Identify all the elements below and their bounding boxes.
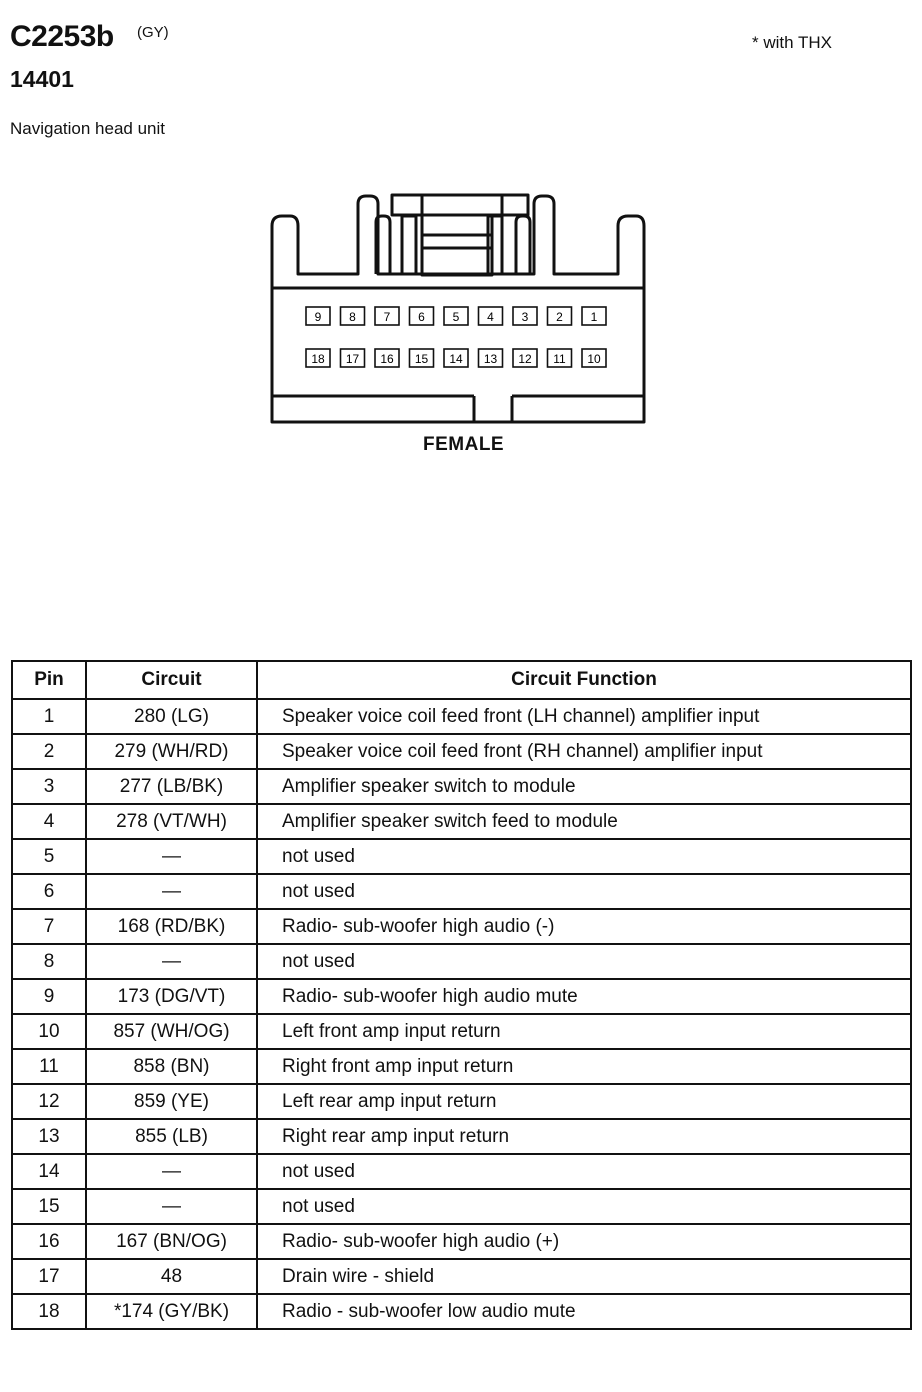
cell-pin: 4 xyxy=(12,804,86,839)
connector-description: Navigation head unit xyxy=(10,119,166,138)
cell-circuit: 278 (VT/WH) xyxy=(86,804,257,839)
cell-circuit-function: Drain wire - shield xyxy=(257,1259,911,1294)
table-row xyxy=(12,1154,911,1189)
pin-number: 3 xyxy=(521,310,529,324)
pin-cavity xyxy=(375,349,399,367)
cell-pin: 14 xyxy=(12,1154,86,1189)
pin-cavity xyxy=(444,307,468,325)
cell-circuit: — xyxy=(86,1189,257,1224)
pin-number: 5 xyxy=(452,310,460,324)
cell-circuit-function: Speaker voice coil feed front (RH channel) amplifier input xyxy=(257,734,911,769)
cell-circuit: — xyxy=(86,944,257,979)
pin-cavity xyxy=(582,307,606,325)
table-row xyxy=(12,1049,911,1084)
pin-cavity xyxy=(306,307,330,325)
cell-circuit-function: not used xyxy=(257,1189,911,1224)
pin-number: 15 xyxy=(414,352,429,366)
cell-pin: 2 xyxy=(12,734,86,769)
pin-number: 14 xyxy=(449,352,463,366)
table-header-row xyxy=(12,661,911,699)
cell-circuit: 855 (LB) xyxy=(86,1119,257,1154)
pin-number: 7 xyxy=(383,310,391,324)
cell-circuit: — xyxy=(86,839,257,874)
pin-number: 9 xyxy=(314,310,322,324)
pin-number: 4 xyxy=(487,310,494,324)
pin-number: 1 xyxy=(590,310,598,324)
cell-circuit: 858 (BN) xyxy=(86,1049,257,1084)
cell-pin: 7 xyxy=(12,909,86,944)
header-circuit-function: Circuit Function xyxy=(257,661,911,699)
cell-circuit-function: Right rear amp input return xyxy=(257,1119,911,1154)
cell-circuit-function: Radio - sub-woofer low audio mute xyxy=(257,1294,911,1329)
cell-pin: 3 xyxy=(12,769,86,804)
cell-circuit-function: Radio- sub-woofer high audio (+) xyxy=(257,1224,911,1259)
pin-cavity xyxy=(582,349,606,367)
cell-circuit-function: Left rear amp input return xyxy=(257,1084,911,1119)
cell-circuit: 167 (BN/OG) xyxy=(86,1224,257,1259)
pin-number: 18 xyxy=(311,352,325,366)
cell-pin: 8 xyxy=(12,944,86,979)
cell-circuit-function: Radio- sub-woofer high audio (-) xyxy=(257,909,911,944)
connector-pin-grid xyxy=(306,307,606,367)
cell-circuit-function: Speaker voice coil feed front (LH channel) amplifier input xyxy=(257,699,911,734)
table-row xyxy=(12,1119,911,1154)
cell-circuit-function: not used xyxy=(257,944,911,979)
pin-cavity xyxy=(444,349,468,367)
cell-pin: 15 xyxy=(12,1189,86,1224)
cell-circuit-function: Radio- sub-woofer high audio mute xyxy=(257,979,911,1014)
pin-cavity xyxy=(341,307,365,325)
header-circuit: Circuit xyxy=(86,661,257,699)
cell-pin: 16 xyxy=(12,1224,86,1259)
cell-circuit: 173 (DG/VT) xyxy=(86,979,257,1014)
pinout-table xyxy=(11,660,912,1330)
pin-cavity xyxy=(341,349,365,367)
cell-circuit-function: Left front amp input return xyxy=(257,1014,911,1049)
connector-id: C2253b xyxy=(10,20,114,53)
pin-number: 13 xyxy=(483,352,498,366)
pin-cavity xyxy=(513,349,537,367)
pin-cavity xyxy=(513,307,537,325)
table-row xyxy=(12,839,911,874)
table-row xyxy=(12,944,911,979)
header-pin: Pin xyxy=(12,661,86,699)
cell-circuit: 279 (WH/RD) xyxy=(86,734,257,769)
cell-circuit: 857 (WH/OG) xyxy=(86,1014,257,1049)
pin-number: 6 xyxy=(418,310,425,324)
thx-note: * with THX xyxy=(752,33,832,52)
cell-circuit: *174 (GY/BK) xyxy=(86,1294,257,1329)
cell-pin: 11 xyxy=(12,1049,86,1084)
table-row xyxy=(12,699,911,734)
pin-cavity xyxy=(410,349,434,367)
cell-pin: 1 xyxy=(12,699,86,734)
pin-cavity xyxy=(306,349,330,367)
cell-circuit: 859 (YE) xyxy=(86,1084,257,1119)
cell-circuit-function: not used xyxy=(257,1154,911,1189)
cell-pin: 17 xyxy=(12,1259,86,1294)
cell-circuit: 277 (LB/BK) xyxy=(86,769,257,804)
pin-number: 11 xyxy=(553,352,566,366)
cell-circuit-function: not used xyxy=(257,839,911,874)
cell-circuit-function: not used xyxy=(257,874,911,909)
table-row xyxy=(12,874,911,909)
table-row xyxy=(12,1014,911,1049)
pin-cavity xyxy=(375,307,399,325)
pin-number: 17 xyxy=(345,352,360,366)
cell-circuit: 48 xyxy=(86,1259,257,1294)
table-row xyxy=(12,1084,911,1119)
cell-circuit: — xyxy=(86,1154,257,1189)
pin-cavity xyxy=(548,307,572,325)
connector-face-diagram xyxy=(262,186,662,426)
cell-pin: 5 xyxy=(12,839,86,874)
connector-gender-label: FEMALE xyxy=(423,434,505,455)
pin-number: 16 xyxy=(380,352,394,366)
pin-number: 8 xyxy=(349,310,356,324)
part-number: 14401 xyxy=(10,66,74,92)
table-row xyxy=(12,979,911,1014)
cell-pin: 6 xyxy=(12,874,86,909)
cell-pin: 12 xyxy=(12,1084,86,1119)
cell-pin: 18 xyxy=(12,1294,86,1329)
table-row xyxy=(12,804,911,839)
table-row xyxy=(12,1294,911,1329)
cell-pin: 9 xyxy=(12,979,86,1014)
pin-cavity xyxy=(410,307,434,325)
table-row xyxy=(12,1224,911,1259)
table-row xyxy=(12,769,911,804)
cell-circuit-function: Right front amp input return xyxy=(257,1049,911,1084)
pin-cavity xyxy=(479,307,503,325)
pin-number: 2 xyxy=(556,310,563,324)
cell-circuit: 280 (LG) xyxy=(86,699,257,734)
pin-number: 10 xyxy=(587,352,601,366)
table-row xyxy=(12,909,911,944)
cell-circuit-function: Amplifier speaker switch to module xyxy=(257,769,911,804)
cell-circuit: 168 (RD/BK) xyxy=(86,909,257,944)
pin-cavity xyxy=(548,349,572,367)
cell-circuit-function: Amplifier speaker switch feed to module xyxy=(257,804,911,839)
connector-color-code: (GY) xyxy=(137,24,169,41)
table-row xyxy=(12,1259,911,1294)
cell-pin: 10 xyxy=(12,1014,86,1049)
cell-pin: 13 xyxy=(12,1119,86,1154)
pin-cavity xyxy=(479,349,503,367)
cell-circuit: — xyxy=(86,874,257,909)
table-row xyxy=(12,734,911,769)
table-row xyxy=(12,1189,911,1224)
pin-number: 12 xyxy=(518,352,532,366)
